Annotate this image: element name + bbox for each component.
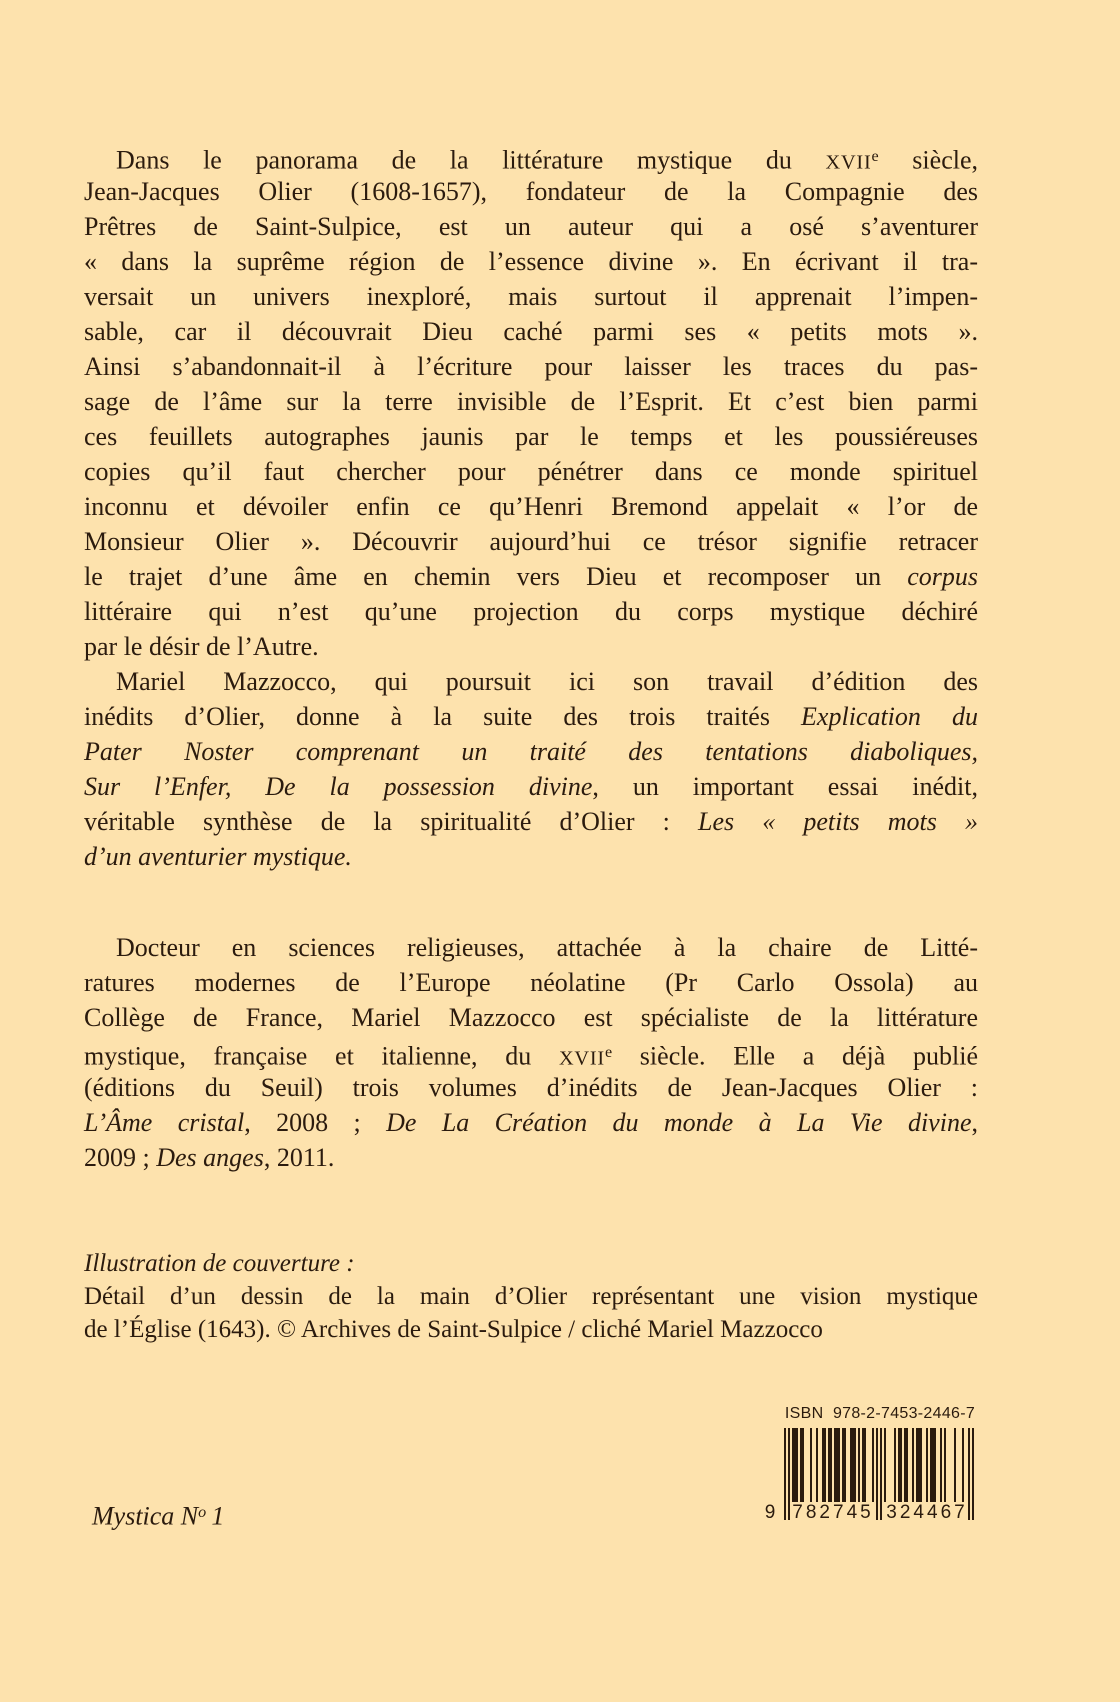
author-bio-paragraph [84,930,978,1175]
text-line [84,419,978,454]
text-segment: Docteur en sciences religieuses, attachée à la chaire de Litté- [116,933,978,962]
text-segment: mystique, française et italienne, du [84,1041,559,1071]
text-segment: sage de l’âme sur la terre invisible de l’Esprit. Et c’est bien parmi [84,387,978,416]
text-segment: véritable synthèse de la spiritualité d’Olier : [84,807,699,836]
text-segment: versait un univers inexploré, mais surtout il apprenait l’impen- [84,282,978,311]
text-line [84,454,978,489]
text-segment: 2009 ; [84,1143,157,1172]
text-segment: corpus [907,562,978,591]
text-line [84,594,978,629]
synopsis-section [84,139,978,874]
text-line [84,1105,978,1140]
text-segment: De La Création du monde à La Vie divine [386,1108,972,1137]
text-segment: Jean-Jacques Olier (1608-1657), fondateur de la Compagnie des [84,177,978,206]
text-segment: siècle. Elle a déjà publié [612,1041,978,1071]
text-segment: Dans le panorama de la littérature mystique du [116,145,826,175]
text-line [84,524,978,559]
text-line [84,1313,978,1346]
text-segment: « dans la suprême région de l’essence divine ». En écrivant il tra- [84,247,978,276]
text-segment: Les « petits mots » [698,807,978,836]
text-segment: Pater Noster comprenant un traité des tentations diaboliques, [84,737,978,766]
text-segment: inconnu et dévoiler enfin ce qu’Henri Bremond appelait « l’or de [84,492,978,521]
text-line [84,139,978,174]
text-line [84,1280,978,1313]
text-line [84,1035,978,1070]
text-line [84,629,978,664]
text-line [84,349,978,384]
barcode-digit-left: 9 [764,1502,776,1523]
text-segment: , [971,1108,978,1137]
text-line [84,559,978,594]
text-line [84,930,978,965]
text-line [84,664,978,699]
synopsis-paragraph-1 [84,139,978,664]
text-segment: e [871,148,879,165]
text-line [84,804,978,839]
barcode-bar [972,1428,974,1520]
illustration-credit [84,1247,978,1346]
text-line [84,384,978,419]
text-line [84,279,978,314]
text-segment: L’Âme cristal [84,1108,245,1137]
text-line [84,174,978,209]
text-line [84,734,978,769]
text-segment: Illustration de couverture : [84,1250,355,1277]
text-line [92,1496,492,1530]
author-bio-section [84,930,978,1175]
text-segment: ratures modernes de l’Europe néolatine (Pr Carlo Ossola) au [84,968,978,997]
text-segment: Prêtres de Saint-Sulpice, est un auteur qui a osé s’aventurer [84,212,978,241]
text-line [84,1247,978,1280]
text-segment: Mariel Mazzocco, qui poursuit ici son travail d’édition des [116,667,978,696]
text-segment: (éditions du Seuil) trois volumes d’inédits de Jean-Jacques Olier : [84,1073,978,1102]
text-segment: Sur l’Enfer, De la possession divine [84,772,593,801]
text-segment: Collège de France, Mariel Mazzocco est spécialiste de la littérature [84,1003,978,1032]
text-line [84,489,978,524]
text-segment: XVII [825,151,872,174]
text-segment: e [604,1044,613,1061]
text-segment: littéraire qui n’est qu’une projection du corps mystique déchiré [84,597,978,626]
text-line [84,244,978,279]
text-segment: , 2011. [263,1143,335,1172]
text-segment: Des anges [156,1143,264,1172]
text-segment: XVII [558,1047,605,1070]
text-segment: par le désir de l’Autre. [84,632,319,661]
text-segment: Explication du [801,702,978,731]
text-line [84,769,978,804]
isbn-barcode-block [760,1404,1000,1526]
illustration-credit-section [84,1247,978,1346]
text-segment: o [198,1504,207,1521]
text-segment: , 2008 ; [244,1108,387,1137]
text-segment: Détail d’un dessin de la main d’Olier représentant une vision mystique [84,1283,978,1310]
text-line [84,699,978,734]
text-line [84,1070,978,1105]
text-segment: Ainsi s’abandonnait-il à l’écriture pour laisser les traces du pas- [84,352,978,381]
text-segment: le trajet d’une âme en chemin vers Dieu et recomposer un [84,562,908,591]
text-line [84,1140,978,1175]
text-line [84,965,978,1000]
text-line [84,314,978,349]
text-segment: sable, car il découvrait Dieu caché parmi ses « petits mots ». [84,317,978,346]
collection-label [92,1496,492,1530]
text-segment: inédits d’Olier, donne à la suite des trois traités [84,702,802,731]
text-line [84,209,978,244]
text-segment: Monsieur Olier ». Découvrir aujourd’hui ce trésor signifie retracer [84,527,978,556]
text-segment: copies qu’il faut chercher pour pénétrer dans ce monde spirituel [84,457,978,486]
barcode-digits-right-group: 324467 [886,1502,968,1523]
barcode-digits-left-group: 782745 [792,1502,874,1523]
text-segment: Mystica N [92,1501,199,1531]
text-segment: siècle, [878,145,978,175]
text-segment: ces feuillets autographes jaunis par le temps et les poussiéreuses [84,422,978,451]
synopsis-paragraph-2 [84,664,978,874]
text-segment: d’un aventurier mystique. [84,842,352,871]
text-segment: , un important essai inédit, [592,772,978,801]
text-segment: 1 [206,1501,225,1531]
text-line [84,839,978,874]
text-segment: de l’Église (1643). © Archives de Saint-Sulpice / cliché Mariel Mazzocco [84,1316,823,1343]
isbn-number: ISBN 978-2-7453-2446-7 [784,1405,976,1422]
text-line [84,1000,978,1035]
